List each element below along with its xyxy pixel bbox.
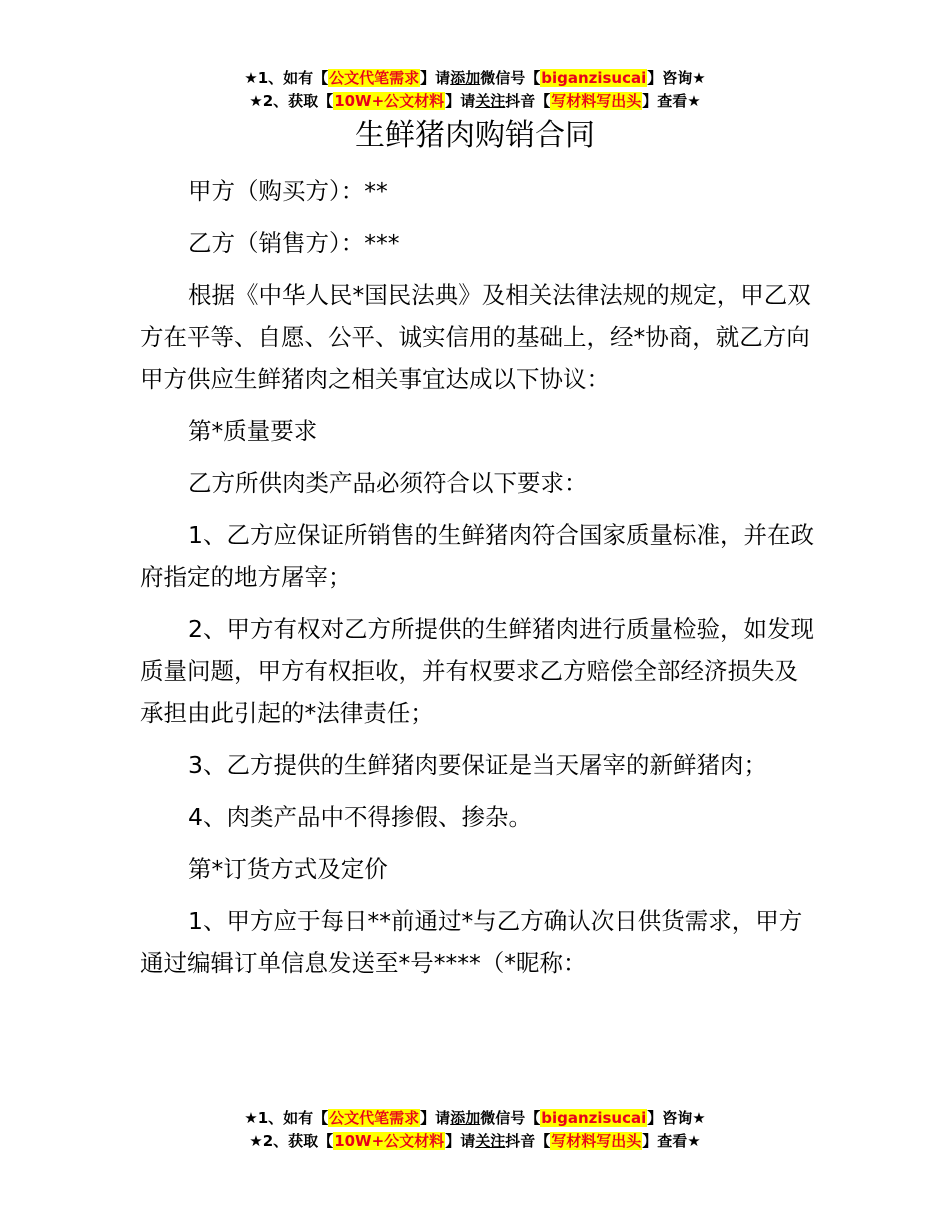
banner-text: ★1、如有【 [244, 69, 329, 87]
banner-line-1 [0, 1107, 950, 1130]
party-b: 乙方（销售方）：*** [188, 229, 400, 257]
banner-highlight: 10W+公文材料 [334, 92, 445, 110]
banner-highlight: 公文代笔需求 [329, 1109, 420, 1127]
banner-text: 】咨询★ [647, 69, 706, 87]
preamble-paragraph: 根据《中华人民*国民法典》及相关法律法规的规定，甲乙双方在平等、自愿、公平、诚实信用的基础上，经*协商，就乙方向甲方供应生鲜猪肉之相关事宜达成以下协议： [140, 281, 811, 393]
clause-item: 4、肉类产品中不得掺假、掺杂。 [188, 803, 532, 831]
banner-highlight: 写材料写出头 [551, 92, 642, 110]
banner-text: 】请 [420, 1109, 451, 1127]
banner-text: 微信号【 [480, 1109, 541, 1127]
banner-underlined: 关注 [475, 92, 506, 110]
banner-underlined: 添加 [450, 1109, 481, 1127]
banner-text: 微信号【 [480, 69, 541, 87]
banner-text: 抖音【 [505, 92, 551, 110]
party-a: 甲方（购买方）：** [188, 177, 388, 205]
banner-text: 】请 [445, 92, 476, 110]
banner-text: ★2、获取【 [249, 92, 334, 110]
clause-item: 1、甲方应于每日**前通过*与乙方确认次日供货需求，甲方通过编辑订单信息发送至*号****（*昵称： [140, 907, 803, 977]
banner-highlight: 公文代笔需求 [329, 69, 420, 87]
banner-underlined: 关注 [475, 1132, 506, 1150]
footer-banner [0, 1107, 950, 1153]
section-heading: 第*订货方式及定价 [188, 855, 388, 883]
banner-text: 】咨询★ [647, 1109, 706, 1127]
paragraph: 乙方所供肉类产品必须符合以下要求： [188, 469, 588, 497]
document-body [140, 170, 820, 994]
banner-highlight: 10W+公文材料 [334, 1132, 445, 1150]
banner-text: 】请 [445, 1132, 476, 1150]
banner-line-2 [0, 90, 950, 113]
clause-item: 1、乙方应保证所销售的生鲜猪肉符合国家质量标准，并在政府指定的地方屠宰； [140, 521, 814, 591]
banner-text: ★2、获取【 [249, 1132, 334, 1150]
clause-item: 3、乙方提供的生鲜猪肉要保证是当天屠宰的新鲜猪肉； [188, 751, 767, 779]
section-heading: 第*质量要求 [188, 417, 318, 445]
header-banner [0, 67, 950, 113]
banner-line-2 [0, 1130, 950, 1153]
banner-text: 】查看★ [642, 92, 701, 110]
banner-highlight: biganzisucai [541, 1109, 647, 1127]
banner-highlight: biganzisucai [541, 69, 647, 87]
banner-highlight: 写材料写出头 [551, 1132, 642, 1150]
banner-text: 】查看★ [642, 1132, 701, 1150]
document-title: 生鲜猪肉购销合同 [355, 118, 595, 153]
clause-item: 2、甲方有权对乙方所提供的生鲜猪肉进行质量检验，如发现质量问题，甲方有权拒收，并有权要求乙方赔偿全部经济损失及承担由此引起的*法律责任； [140, 615, 814, 727]
banner-underlined: 添加 [450, 69, 481, 87]
banner-text: 抖音【 [505, 1132, 551, 1150]
banner-text: 】请 [420, 69, 451, 87]
banner-line-1 [0, 67, 950, 90]
banner-text: ★1、如有【 [244, 1109, 329, 1127]
